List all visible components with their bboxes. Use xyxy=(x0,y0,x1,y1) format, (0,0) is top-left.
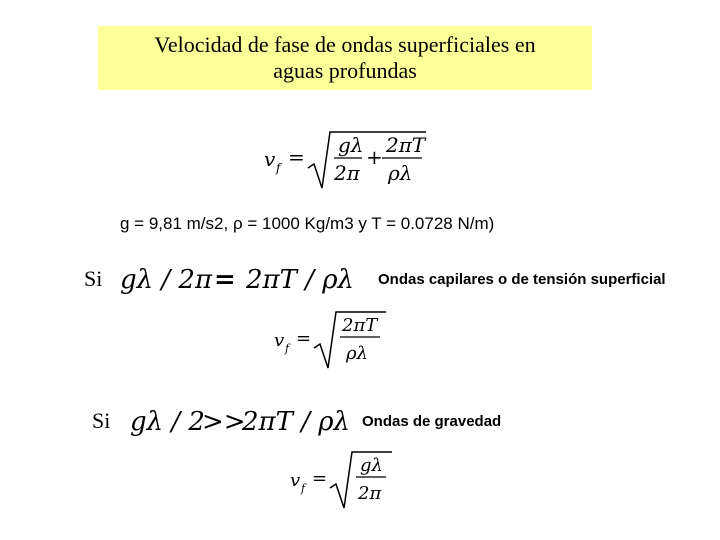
svg-text:v: v xyxy=(274,330,285,351)
formula-capillary xyxy=(270,306,390,372)
title-line-1: Velocidad de fase de ondas superficiales en xyxy=(154,32,536,57)
svg-text:=: = xyxy=(296,328,312,349)
formula-gravity xyxy=(286,446,396,512)
condition-capillary xyxy=(116,256,366,300)
svg-text:=: = xyxy=(214,265,236,295)
svg-text:=: = xyxy=(312,468,328,489)
type-label-gravity: Ondas de gravedad xyxy=(362,413,502,430)
svg-text:gλ / 2π: gλ / 2π xyxy=(120,265,213,295)
svg-text:+: + xyxy=(366,145,383,169)
svg-text:>>: >> xyxy=(202,407,246,437)
svg-text:v: v xyxy=(290,470,301,491)
svg-text:f: f xyxy=(301,482,306,495)
svg-text:2π: 2π xyxy=(334,161,360,185)
svg-text:=: = xyxy=(288,145,305,169)
param-rho: = 1000 Kg/m3 y xyxy=(242,214,372,233)
si-label-2: Si xyxy=(92,408,111,433)
svg-text:2πT / ρλ: 2πT / ρλ xyxy=(242,407,351,437)
svg-text:2π: 2π xyxy=(358,483,382,504)
svg-text:gλ: gλ xyxy=(338,133,364,157)
svg-text:v: v xyxy=(264,147,276,171)
svg-text:ρλ: ρλ xyxy=(388,161,413,185)
svg-text:gλ / 2: gλ / 2 xyxy=(130,407,205,437)
si-label-1: Si xyxy=(84,266,103,291)
svg-text:f: f xyxy=(276,161,281,175)
param-rho-symbol: ρ xyxy=(232,214,243,233)
svg-text:2πT / ρλ: 2πT / ρλ xyxy=(246,265,355,295)
condition-gravity xyxy=(126,398,366,442)
svg-text:f: f xyxy=(285,342,290,355)
title-box xyxy=(98,26,592,90)
type-label-capillary: Ondas capilares o de tensión superficial xyxy=(378,271,666,288)
svg-text:2πT: 2πT xyxy=(386,133,426,157)
svg-text:2πT: 2πT xyxy=(342,315,378,336)
svg-text:gλ: gλ xyxy=(360,455,383,476)
title-line-2: aguas profundas xyxy=(273,58,417,83)
svg-text:ρλ: ρλ xyxy=(346,343,368,364)
param-g: g = 9,81 m/s2, xyxy=(120,214,233,233)
param-T: T = 0.0728 N/m) xyxy=(371,214,495,233)
parameters-line xyxy=(120,214,494,234)
formula-general xyxy=(258,124,428,194)
